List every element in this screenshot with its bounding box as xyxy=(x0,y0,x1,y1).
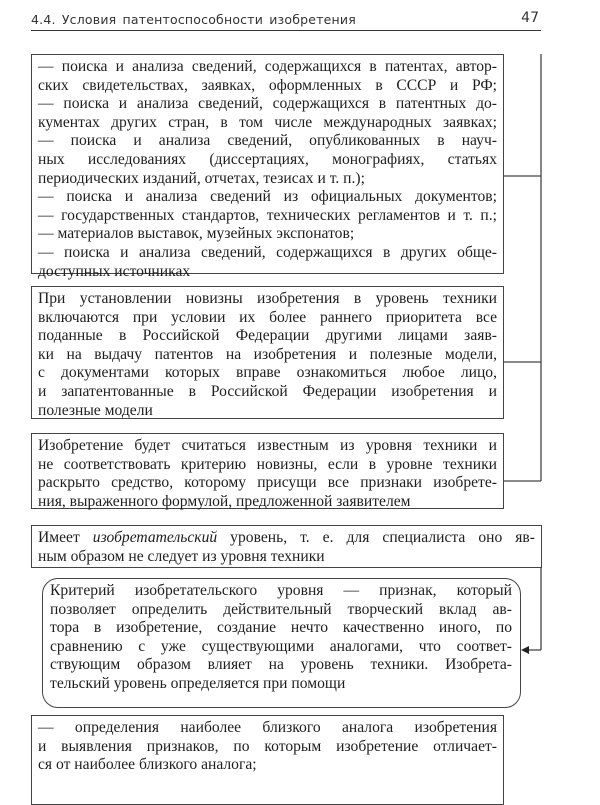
box-line: Критерий изобретательского уровня — признак, который xyxy=(50,582,512,599)
inventive-step-box xyxy=(31,525,542,568)
box-line: ствующим образом влияет на уровень техники. Изобрета- xyxy=(50,656,512,674)
box-line: — определения наиболее близкого аналога изобретения xyxy=(38,719,497,736)
inventive-criterion-box xyxy=(42,578,521,708)
box-line: сравнению с уже существующими аналогами, что соответ- xyxy=(50,637,512,655)
box-line: с документами которых вправе ознакомиться любое лицо, xyxy=(38,364,497,382)
box-line: полезные модели xyxy=(38,401,153,419)
box-line: При установлении новизны изобретения в уровень техники xyxy=(38,290,497,307)
closest-analog-box xyxy=(31,715,504,805)
box-line: ся от наиболее близкого аналога; xyxy=(38,756,257,774)
text-prefix: Имеет xyxy=(38,529,93,546)
arrowhead-icon xyxy=(521,646,529,654)
emphasized-term: изобретательский xyxy=(92,529,218,546)
box-line: доступных источниках xyxy=(38,262,191,280)
box-line: — материалов выставок, музейных экспонатов; xyxy=(38,225,355,243)
box-line: ских свидетельствах, заявках, оформленных в СССР и РФ; xyxy=(38,76,497,94)
box-line: — поиска и анализа сведений, опубликованных в науч- xyxy=(38,132,497,150)
box-line: и запатентованные в Российской Федерации изобретения и xyxy=(38,382,497,400)
box-line: не соответствовать критерию новизны, если в уровне техники xyxy=(38,455,497,473)
box-line: ния, выраженного формулой, предложенной заявителем xyxy=(38,492,411,510)
priority-box xyxy=(31,286,504,419)
box-line: периодических изданий, отчетах, тезисах и т. п.); xyxy=(38,169,365,187)
box-line: ных исследованиях (диссертациях, монографиях, статьях xyxy=(38,150,497,168)
box-line: — поиска и анализа сведений, содержащихся в других обще- xyxy=(38,243,497,261)
box-line: ки на выдачу патентов на изобретения и полезные модели, xyxy=(38,345,497,363)
box-line: — поиска и анализа сведений из официальных документов; xyxy=(38,188,497,206)
text-suffix: уровень, т. е. для специалиста оно яв- xyxy=(217,529,535,546)
box-line: — государственных стандартов, технических регламентов и т. п.; xyxy=(38,206,497,224)
box-line: Изобретение будет считаться известным из уровня техники и xyxy=(38,437,497,454)
box-line: поданные в Российской Федерации другими лицами заяв- xyxy=(38,327,497,345)
known-from-prior-art-box xyxy=(31,433,504,509)
box-line: позволяет определить действительный творческий вклад ав- xyxy=(50,600,512,618)
box-line: и выявления признаков, по которым изобретение отличает- xyxy=(38,737,497,755)
section-title: 4.4. Условия патентоспособности изобретения xyxy=(31,12,356,27)
box-line: — поиска и анализа сведений, содержащихся в патентных до- xyxy=(38,95,497,113)
box-line: раскрыто средство, которому присущи все признаки изобрете- xyxy=(38,474,497,492)
running-header xyxy=(31,8,541,31)
box-line: кументах других стран, в том числе международных заявках; xyxy=(38,113,497,131)
box-line: тельский уровень определяется при помощи xyxy=(50,674,346,692)
page-number: 47 xyxy=(521,10,539,26)
novelty-sources-box xyxy=(31,54,504,280)
box-line: включаются при условии их более раннего приоритета все xyxy=(38,308,497,326)
box-line: тора в изобретение, создание нечто качественно иного, по xyxy=(50,619,512,637)
box-line xyxy=(38,529,535,548)
box-line: — поиска и анализа сведений, содержащихся в патентах, автор- xyxy=(38,58,497,75)
box-line: ным образом не следует из уровня техники xyxy=(38,547,325,565)
